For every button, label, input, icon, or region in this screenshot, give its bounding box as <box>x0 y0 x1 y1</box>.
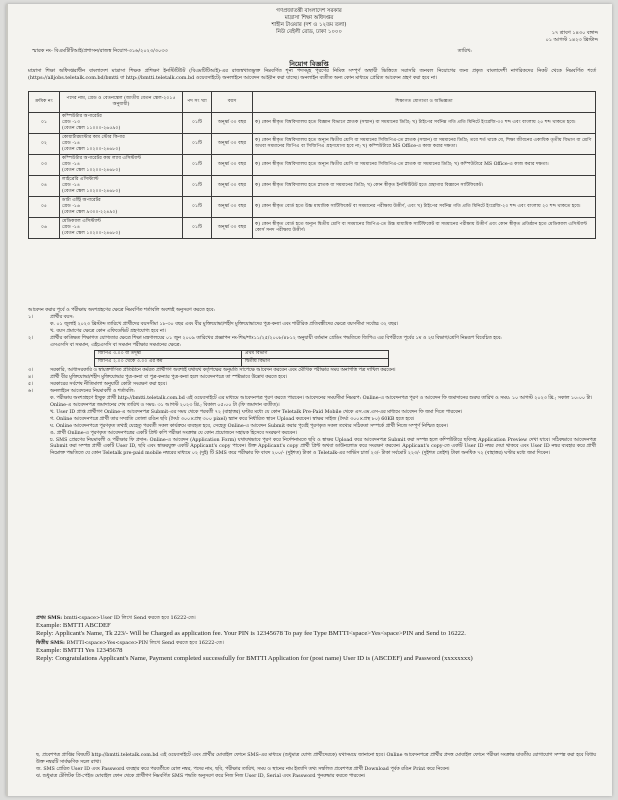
post-cell <box>60 197 183 218</box>
serial-cell: ০১ <box>29 113 60 134</box>
age-cell: অনূর্ধ্ব ৩০ বছর <box>212 134 253 155</box>
qualification-cell: ক) কোন স্বীকৃত বিশ্ববিদ্যালয় হতে বিজ্ঞান বিভাগে স্নাতক (সম্মান) বা সমমানের ডিগ্রি; খ) টাইপের সর্বনিম্ন গতি প্রতি মিনিটে ইংরেজি-৩০ শব্দ এবং বাংলায় ২৫ শব্দ থাকতে হবে। <box>253 113 596 134</box>
rule-text: চ. SMS প্রেরণের নিয়মাবলী ও পরীক্ষার ফি প্রদান: Online-এ আবেদন (Application Form) যথাযথভাবে পূরণ করে নির্দেশনামতে ছবি ও স্বাক্ষর Upload করে আবেদনপত্র Submit করা সম্পন্ন হলে কম্পিউটারে ছবিসহ Application Preview দেখা যাবে। সঠিকভাবে আবেদনপত্র Submit করা সম্পন্ন প্রার্থী একটি User ID, ছবি এবং স্বাক্ষরযুক্ত একটি Applicant's copy পাবেন। উক্ত Applicant's copy প্রার্থী প্রিন্ট অথবা ডাউনলোড করে সংরক্ষণ করবেন। Applicant's copy-তে একটি User ID নম্বর দেয়া থাকবে এবং User ID নম্বর ব্যবহার করে প্রার্থী নিম্নোক্ত পদ্ধতিতে যে কোন Teletalk pre-paid mobile নম্বরের মাধ্যমে ০২ (দুই) টি SMS করে পরীক্ষার ফি বাবদ ২০০/- (দুইশত) টাকা ও Teletalk-এর সার্ভিস চার্জ ২৩/- টাকা সর্বমোট ২২৩/- (দুইশত তেইশ) টাকা অনধিক ৭২ (বাহাত্তর) ঘণ্টার মধ্যে জমা দিবেন। <box>50 437 596 457</box>
grade-row <box>95 351 389 359</box>
rule-text: ক. ০১ জুলাই ২০২৩ খ্রিস্টাব্দ তারিখে প্রার্থীদের বয়সসীমা ১৮-৩০ বছর এবং বীর মুক্তিযোদ্ধা/শহীদ মুক্তিযোদ্ধাদের পুত্র-কন্যা এবং শারীরিক প্রতিবন্ধীদের ক্ষেত্রে বয়সসীমা সর্বোচ্চ ৩২ বছর। <box>50 321 399 327</box>
age-cell: অনূর্ধ্ব ৩০ বছর <box>212 176 253 197</box>
post-post: ডাটা এন্ট্রি অপারেটর <box>62 198 101 203</box>
rule-item <box>28 322 596 329</box>
sms-first-label: প্রথম SMS: <box>36 615 63 621</box>
sms-reply-1: Reply: Applicant's Name, Tk 223/- Will be Charged as application fee. Your PIN is 12345678 To pay fee Type BMTTI<space>Yes<space>PIN and Send to 16222. <box>36 630 466 638</box>
post-cell <box>60 113 183 134</box>
sms-second-line <box>36 639 596 647</box>
rule-item <box>28 396 596 403</box>
post-cell <box>60 218 183 239</box>
sms-second-text: BMTTI<space>Yes<space>PIN লিখে Send করতে হবে 16222-তে। <box>66 639 224 646</box>
rules-section <box>28 308 596 458</box>
rule-number <box>28 322 50 329</box>
rule-text: Online-এ আবেদনপত্র জমাদানের শেষ তারিখ ও সময়: ৩১ আগস্ট ২০২৩ খ্রি.; বিকাল ০৫:০০ টা (ফি জমাদান ব্যতীত)। <box>50 402 280 408</box>
letterhead <box>6 8 612 36</box>
sms-first-text: bmtti<space>User ID লিখে Send করতে হবে 16222-তে। <box>63 615 196 621</box>
tail-item: জ. SMS প্রেরিত User ID এবং Password ব্যবহার করে পরবর্তীতে রোল নম্বর, পদের নাম, ছবি, পরীক্ষার তারিখ, সময় ও স্থানের নাম ইত্যাদি তথ্য সম্বলিত প্রবেশপত্র প্রার্থী Download পূর্বক রঙিন Print করে নিবেন। <box>36 767 450 772</box>
post-grade: গ্রেড -১৪ <box>62 162 81 167</box>
qualification-cell: ক) কোন স্বীকৃত বোর্ড হতে অন্যূন দ্বিতীয় শ্রেণি বা সমমানের জিপিএ-তে উচ্চ মাধ্যমিক সার্টিফিকেট বা সমমানের পরীক্ষায় উত্তীর্ণ এবং কোন স্বীকৃত প্রতিষ্ঠান হতে মেডিক্যাল এসিস্ট্যান্ট কোর্স সনদ পরীক্ষায় উত্তীর্ণ। <box>253 218 596 239</box>
rule-item <box>28 410 596 417</box>
issue-date-bn: ১৭ শ্রাবণ ১৪৩০ বঙ্গাব্দ <box>551 30 598 36</box>
rule-item <box>28 329 596 336</box>
age-cell: অনূর্ধ্ব ৩০ বছর <box>212 218 253 239</box>
grade-equivalence-table <box>94 350 389 367</box>
sms-example-2: Example: BMTTI Yes 12345678 <box>36 646 123 654</box>
rule-item <box>28 315 596 322</box>
notice-page <box>6 4 612 796</box>
table-row <box>29 176 596 197</box>
age-cell: অনূর্ধ্ব ৩০ বছর <box>212 113 253 134</box>
header-post: পদের নাম, গ্রেড ও বেতনস্কেল (জাতীয় বেতন স্কেল-২০১৫ অনুযায়ী) <box>60 92 183 113</box>
post-post: কম্পিউটার অপারেটর কাম ল্যাব এসিস্ট্যান্ট <box>62 156 142 161</box>
post-grade: গ্রেড -১৪ <box>62 141 81 146</box>
rule-text: ঙ. প্রার্থী Online-এ পূরণকৃত আবেদনপত্রের একটি প্রিন্ট কপি পরীক্ষা সংক্রান্ত যে কোন প্রয়োজনে সহায়ক হিসেবে সংরক্ষণ করবেন। <box>50 430 297 436</box>
post-cell <box>60 155 183 176</box>
posts-table <box>28 91 596 239</box>
rule-text: সরকারের সর্বশেষ নীতিমালা অনুযায়ী কোটা সংরক্ষণ করা হবে। <box>50 382 167 388</box>
rule-text: এসএসসি বা সমমান, এইচএসসি বা সমমান পরীক্ষার সমমানের ক্ষেত্রে: <box>50 342 182 348</box>
rule-number <box>28 403 50 410</box>
rule-text: ঘ. Online আবেদনপত্রে পূরণকৃত তথ্যই যেহেতু পরবর্তী সকল কার্যক্রমে ব্যবহৃত হবে, সেহেতু Online-এ আবেদন Submit করার পূর্বেই পূরণকৃত সকল তথ্যের সঠিকতা সম্পর্কে প্রার্থী নিজে সম্পূর্ণ নিশ্চিত হবেন। <box>50 423 448 429</box>
header-serial: ক্রমিক নং <box>29 92 60 113</box>
post-post: কম্পিউটার অপারেটর <box>62 114 102 119</box>
count-cell: ০১টি <box>183 197 212 218</box>
table-row <box>29 218 596 239</box>
rule-item <box>28 417 596 424</box>
rule-number: ২। <box>28 335 33 341</box>
rule-number: ১। <box>28 314 33 320</box>
post-post: লাইব্রেরি এসিস্ট্যান্ট <box>62 177 99 182</box>
header-qualification: শিক্ষাগত যোগ্যতা ও অভিজ্ঞতা <box>253 92 596 113</box>
rule-number <box>28 410 50 417</box>
serial-cell: ০২ <box>29 134 60 155</box>
memo-date-label: তারিখ: <box>457 48 472 54</box>
post-post: কোয়ার্টারমাস্টার কাম স্টোর কিপার <box>62 135 125 140</box>
rule-number: ৩। <box>28 368 33 374</box>
rule-number: ৪। <box>28 375 33 381</box>
grade-row <box>95 359 389 367</box>
serial-cell: ০৪ <box>29 176 60 197</box>
qualification-cell: ক) কোন স্বীকৃত বোর্ড হতে উচ্চ মাধ্যমিক সার্টিফিকেট বা সমমানের পরীক্ষায় উত্তীর্ণ, এবং খ) টাইপের সর্বনিম্ন গতি প্রতি মিনিটে ইংরেজি-২০ শব্দ এবং বাংলায় ২০ শব্দ থাকতে হবে। <box>253 197 596 218</box>
qualification-cell: ক) কোন স্বীকৃত বিশ্ববিদ্যালয় হতে অন্যূন দ্বিতীয় শ্রেণি বা সমমানের সিজিপিএ-তে স্নাতক বা সমমানের ডিগ্রি; খ) কম্পিউটারে MS Office-এ কাজ করার দক্ষতা। <box>253 155 596 176</box>
count-cell: ০১টি <box>183 176 212 197</box>
grade-cell-left: জিপিএ ২.০০ থেকে ৩.০০ এর কম <box>95 359 242 367</box>
rule-text: খ. বয়স প্রমাণের ক্ষেত্রে কোন এফিডেভিট গ্রহণযোগ্য হবে না। <box>50 328 166 334</box>
rule-number: ৫। <box>28 382 33 388</box>
sms-first-line <box>36 614 596 622</box>
rule-text: ক. পরীক্ষায় অংশগ্রহণে ইচ্ছুক প্রার্থী http://bmtti.teletalk.com.bd এই ওয়েবসাইটে এর মাধ্যমে আবেদনপত্র পূরণ করতে পারবেন। আবেদনের সময়সীমা নিম্নরূপ: Online-এ আবেদনপত্র পূরণ ও আবেদন ফি জমাদানের শুরুর তারিখ ও সময়: ১০ আগস্ট ২০২৩ খ্রি.; সকাল ১০:০০ টা। <box>50 396 593 402</box>
rules-list <box>28 315 596 458</box>
scan-edge <box>6 4 8 796</box>
rule-item <box>28 336 596 343</box>
rule-text: প্রার্থী বীর মুক্তিযোদ্ধা/শহীদ মুক্তিযোদ্ধার পুত্র-কন্যা বা পুত্র-কন্যার পুত্র-কন্যা হলে আবেদনপত্রে তা স্পষ্টভাবে উল্লেখ করতে হবে। <box>50 375 288 381</box>
rule-text: সরকারি, আধাসরকারি ও স্বায়ত্তশাসিত প্রতিষ্ঠানে কর্মরত প্রার্থীগণ অবশ্যই যথাযথ কর্তৃপক্ষের অনুমতি সাপেক্ষে আবেদন করবেন এবং মৌখিক পরীক্ষার সময় অনাপত্তি পত্র দাখিল করবেন। <box>50 368 396 374</box>
sms-reply-2: Reply: Congratulations Applicant's Name, Payment completed successfully for BMTTI Application for (post name) User ID is (ABCDEF) and Password (xxxxxxxx) <box>36 655 473 663</box>
count-cell: ০১টি <box>183 113 212 134</box>
rule-number: ৬। <box>28 389 33 395</box>
count-cell: ০১টি <box>183 218 212 239</box>
table-row <box>29 155 596 176</box>
post-scale: (বেতন স্কেল ১০২০০-২৪৬৮০) <box>62 189 121 194</box>
count-cell: ০১টি <box>183 134 212 155</box>
grade-cell-right: প্রথম বিভাগ <box>242 351 389 359</box>
header-age: বয়স <box>212 92 253 113</box>
rule-item <box>28 424 596 431</box>
rules-intro: আবেদন করার পূর্বে ও পরীক্ষায় অংশগ্রহণের ক্ষেত্রে নিম্নবর্ণিত শর্তাবলি অবশ্যই অনুসরণ করতে হবে: <box>28 308 215 313</box>
post-scale: (বেতন স্কেল ১০২০০-২৪৬৮০) <box>62 168 121 173</box>
post-grade: গ্রেড -১৬ <box>62 204 81 209</box>
post-grade: গ্রেড -১৩ <box>62 120 81 125</box>
sms-second-label: দ্বিতীয় SMS: <box>36 639 65 646</box>
count-cell: ০১টি <box>183 155 212 176</box>
qualification-cell: ক) কোন স্বীকৃত বিশ্ববিদ্যালয় হতে স্নাতক বা সমমানের ডিগ্রি; খ) কোন স্বীকৃত ইনস্টিটিউট হতে গ্রন্থাগার বিজ্ঞানে সার্টিফিকেট। <box>253 176 596 197</box>
rule-number <box>28 343 50 350</box>
table-row <box>29 113 596 134</box>
post-scale: (বেতন স্কেল ১১০০০-২৬৫৯০) <box>62 126 121 131</box>
rule-text: অনলাইনে আবেদনের নিয়মাবলী ও শর্তাবলি: <box>50 389 135 395</box>
sms-example-1: Example: BMTTI ABCDEF <box>36 622 111 630</box>
notice-title: নিয়োগ বিজ্ঞপ্তি <box>289 60 329 68</box>
rule-number <box>28 417 50 424</box>
tail-item: ছ. প্রবেশপত্র প্রাপ্তির বিষয়টি http://bmtti.teletalk.com.bd এই ওয়েবসাইটে এবং প্রার্থীর মোবাইল ফোনে SMS-এর মাধ্যমে (শুধুমাত্র যোগ্য প্রার্থীদেরকে) যথাসময়ে জানানো হবে। Online আবেদনপত্রে প্রার্থীর প্রদত্ত মোবাইল ফোনে পরীক্ষা সংক্রান্ত যাবতীয় যোগাযোগ সম্পন্ন করা হবে বিধায় উক্ত নম্বরটি সার্বক্ষণিক সচল রাখা। <box>36 753 596 765</box>
rule-number <box>28 396 50 403</box>
grade-cell-left: জিপিএ ৩.০০ বা তদূর্ধ্ব <box>95 351 242 359</box>
grade-cell-right: দ্বিতীয় বিভাগ <box>242 359 389 367</box>
age-cell: অনূর্ধ্ব ৩০ বছর <box>212 155 253 176</box>
post-scale: (বেতন স্কেল ৯৩০০-২২৪৯০) <box>62 210 118 215</box>
table-row <box>29 134 596 155</box>
posts-table-header <box>29 92 596 113</box>
table-row <box>29 197 596 218</box>
serial-cell: ০৫ <box>29 197 60 218</box>
rule-number <box>28 424 50 431</box>
letterhead-line-building: শাহীন টাওয়ার (দশ ও ১২তম তলা) <box>271 22 347 28</box>
memo-number: স্মারক নং- বিএমটিটিআই/প্রশাসন/রাজস্ব নিয়োগ-৩১৬/২০২৩/৩০৩৩ <box>32 48 168 54</box>
letterhead-line-address: নিউ বেইলী রোড, ঢাকা ১০০০ <box>276 29 342 35</box>
rule-item <box>28 431 596 438</box>
rule-item <box>28 438 596 459</box>
tail-item: ঝ. শুধুমাত্র টেলিটক প্রি-পেইড মোবাইল ফোন থেকে প্রার্থীগণ নিম্নবর্ণিত SMS পদ্ধতি অনুসরণ করে নিজ নিজ User ID, Serial এবং Password পুনরুদ্ধার করতে পারবেন। <box>36 774 366 779</box>
serial-cell: ০৩ <box>29 155 60 176</box>
post-cell <box>60 134 183 155</box>
post-scale: (বেতন স্কেল ১০২০০-২৪৬৮০) <box>62 231 121 236</box>
issue-date <box>545 30 598 44</box>
rule-number <box>28 329 50 336</box>
rule-item <box>28 403 596 410</box>
rule-number <box>28 431 50 438</box>
post-cell <box>60 176 183 197</box>
rule-item <box>28 343 596 350</box>
issue-date-en: ০১ আগস্ট ১৪২৩ খ্রিস্টাব্দ <box>545 37 598 43</box>
header-count: পদ সং খ্যা <box>183 92 212 113</box>
post-grade: গ্রেড -১৪ <box>62 225 81 230</box>
qualification-cell: ক) কোন স্বীকৃত বিশ্ববিদ্যালয় হতে অন্যূন দ্বিতীয় শ্রেণি বা সমমানের সিজিপিএ-তে স্নাতক (সম্মান) বা সমমানের ডিগ্রি; তবে শর্ত থাকে যে, শিক্ষা জীবনের একাধিক তৃতীয় বিভাগ বা শ্রেণি অথবা সমমানের জিপিএ বা সিজিপিএ গ্রহণযোগ্য হবে না; খ) কম্পিউটারে MS Office-এ কাজ করার দক্ষতা। <box>253 134 596 155</box>
rule-text: প্রার্থীর কাঙ্ক্ষিত শিক্ষাগত যোগ্যতার ক্ষেত্রে শিক্ষা মন্ত্রণালয়ের ০১ জুন ২০০৯ তারিখের প্রজ্ঞাপন নং-শিম/শাঃ১১/২৫/২০০৮/৪৮১২ অনুযায়ী বর্তমান গ্রেডিং পদ্ধতিতে জিপিএ এর বিপরীতে পূর্বের ১ম ও ২য় বিভাগ/শ্রেণি নিম্নরূপ বিবেচিত হবে: <box>50 335 502 341</box>
sms-instructions <box>36 614 596 663</box>
serial-cell: ০৬ <box>29 218 60 239</box>
letterhead-line-dept: মাদ্রাসা শিক্ষা অধিদপ্তর <box>284 15 334 21</box>
post-grade: গ্রেড -১৪ <box>62 183 81 188</box>
tail-section <box>36 752 596 780</box>
rule-number <box>28 438 50 459</box>
rule-text: গ. Online আবেদনপত্রে প্রার্থী তার সম্প্রতি তোলা রঙিন ছবি (দৈর্ঘ্য ৩০০×প্রস্থ ৩০০ pixel) স্ক্যান করে নির্ধারিত স্থানে Upload করবেন। স্বাক্ষর সাইজ (দৈর্ঘ্য ৩০০×প্রস্থ ৮০) 60KB হতে হবে। <box>50 416 415 422</box>
letterhead-line-govt: গণপ্রজাতন্ত্রী বাংলাদেশ সরকার <box>276 8 342 14</box>
rule-text: খ. User ID প্রাপ্ত প্রার্থীগণ Online-এ আবেদনপত্র Submit-এর সময় থেকে পরবর্তী ৭২ (বাহাত্তর) ঘণ্টার মধ্যে যে কোন Teletalk Pre-Paid Mobile থেকে এস.এম.এস-এর মাধ্যমে আবেদন ফি জমা দিতে পারবেন। <box>50 409 463 415</box>
intro-paragraph: মাদ্রাসা শিক্ষা অধিদপ্তরাধীন বাংলাদেশ মাদ্রাসা শিক্ষক প্রশিক্ষণ ইনস্টিটিউট (বিএমটিটিআই)-এর রাজস্বখাতভুক্ত নিম্নবর্ণিত শূন্য পদসমূহ পূরণের নিমিত্ত সম্পূর্ণ অস্থায়ী ভিত্তিতে সরাসরি জনবল নিয়োগের জন্য প্রকৃত বাংলাদেশী নাগরিকদের নিকট থেকে নিম্নবর্ণিত শর্তে (https://alljobs.teletalk.com.bd/bmtti বা http://bmtti.teletalk.com.bd ওয়েবসাইটে) অনলাইনে আবেদন আহ্বান করা যাচ্ছে। অনলাইন ব্যতীত অন্য কোন মাধ্যমে প্রেরিত আবেদন গ্রহণ করা হবে না। <box>28 68 596 81</box>
age-cell: অনূর্ধ্ব ৩০ বছর <box>212 197 253 218</box>
rule-text: প্রার্থীর বয়স: <box>50 314 74 320</box>
post-post: মেডিক্যাল এসিস্ট্যান্ট <box>62 219 101 224</box>
post-scale: (বেতন স্কেল ১০২০০-২৪৬৮০) <box>62 147 121 152</box>
